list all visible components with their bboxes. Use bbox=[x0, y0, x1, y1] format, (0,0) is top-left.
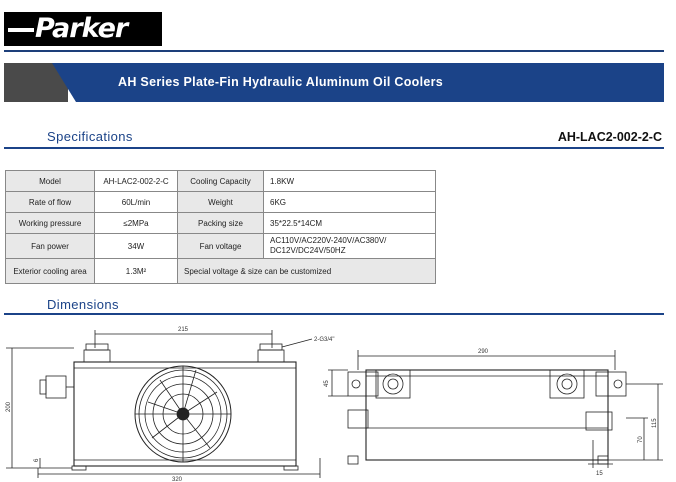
table-row bbox=[6, 234, 436, 259]
spec-value: ≤2MPa bbox=[95, 213, 178, 234]
dim-width-top: 215 bbox=[178, 327, 189, 333]
logo-bar bbox=[8, 28, 34, 32]
specifications-rule bbox=[4, 147, 664, 149]
table-row bbox=[6, 192, 436, 213]
dimensions-heading: Dimensions bbox=[47, 297, 119, 312]
spec-label: Rate of flow bbox=[6, 192, 95, 213]
spec-label: Cooling Capacity bbox=[178, 171, 264, 192]
spec-note: Special voltage & size can be customized bbox=[178, 259, 436, 284]
dim-right-b: 115 bbox=[652, 418, 658, 428]
logo-text: Parker bbox=[35, 13, 128, 44]
spec-label: Weight bbox=[178, 192, 264, 213]
spec-label: Model bbox=[6, 171, 95, 192]
spec-value: 35*22.5*14CM bbox=[264, 213, 436, 234]
dim-length: 290 bbox=[478, 349, 489, 355]
spec-label: Fan power bbox=[6, 234, 95, 259]
parker-logo bbox=[4, 12, 162, 46]
table-row bbox=[6, 259, 436, 284]
spec-value bbox=[264, 234, 436, 259]
specifications-heading: Specifications bbox=[47, 129, 133, 144]
dim-bottom-offset: 6 bbox=[34, 458, 40, 462]
table-row bbox=[6, 171, 436, 192]
header-rule bbox=[4, 50, 664, 52]
dim-left-height: 45 bbox=[324, 380, 330, 387]
spec-label: Exterior cooling area bbox=[6, 259, 95, 284]
dim-bottom: 15 bbox=[596, 471, 603, 477]
spec-label: Packing size bbox=[178, 213, 264, 234]
table-row bbox=[6, 213, 436, 234]
spec-value: 60L/min bbox=[95, 192, 178, 213]
spec-value: 6KG bbox=[264, 192, 436, 213]
spec-label: Working pressure bbox=[6, 213, 95, 234]
front-view-drawing bbox=[0, 318, 340, 482]
page-title: AH Series Plate-Fin Hydraulic Aluminum Oil Coolers bbox=[118, 75, 444, 89]
dim-width-bottom: 320 bbox=[172, 477, 183, 482]
spec-value: AH-LAC2-002-2-C bbox=[95, 171, 178, 192]
model-code: AH-LAC2-002-2-C bbox=[557, 130, 662, 144]
dimensions-rule bbox=[4, 313, 664, 315]
dim-height: 200 bbox=[6, 401, 12, 412]
fan-voltage-line1: AC110V/AC220V-240V/AC380V/ bbox=[270, 236, 387, 245]
spec-table bbox=[5, 170, 436, 284]
dim-right-a: 70 bbox=[638, 436, 644, 443]
spec-value: 1.8KW bbox=[264, 171, 436, 192]
fan-voltage-line2: DC12V/DC24V/50HZ bbox=[270, 246, 346, 255]
spec-label: Fan voltage bbox=[178, 234, 264, 259]
dim-port-size: 2-G3/4" bbox=[314, 337, 335, 343]
spec-value: 34W bbox=[95, 234, 178, 259]
side-view-drawing bbox=[318, 340, 676, 480]
spec-value: 1.3M² bbox=[95, 259, 178, 284]
